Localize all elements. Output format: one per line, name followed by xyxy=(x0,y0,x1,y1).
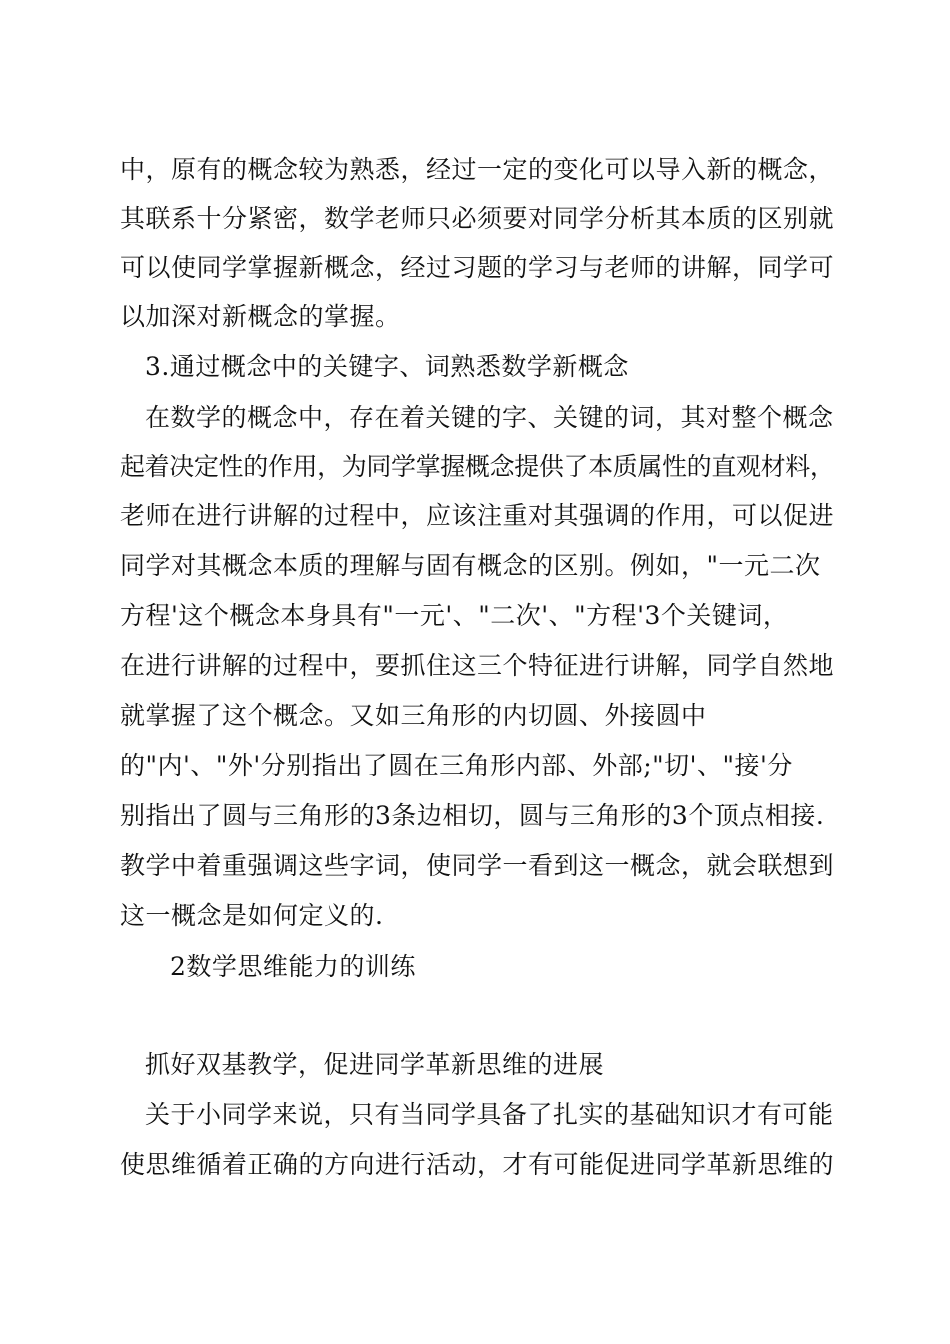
text-line: 以加深对新概念的掌握。 xyxy=(120,302,401,331)
text-line: 中，原有的概念较为熟悉，经过一定的变化可以导入新的概念， xyxy=(120,155,835,184)
text-line: 可以使同学掌握新概念，经过习题的学习与老师的讲解，同学可 xyxy=(120,253,835,282)
text-line: 其联系十分紧密，数学老师只必须要对同学分析其本质的区别就 xyxy=(120,204,835,233)
section-heading: 抓好双基教学，促进同学革新思维的进展 xyxy=(145,1050,605,1079)
text-line: 方程'这个概念本身具有"一元'、"二次'、"方程'3个关键词， xyxy=(120,601,789,630)
text-line: 的"内'、"外'分别指出了圆在三角形内部、外部;"切'、"接'分 xyxy=(120,751,793,780)
text-line: 同学对其概念本质的理解与固有概念的区别。例如，"一元二次 xyxy=(120,551,821,580)
text-line: 老师在进行讲解的过程中，应该注重对其强调的作用，可以促进 xyxy=(120,501,835,530)
section-heading: 3.通过概念中的关键字、词熟悉数学新概念 xyxy=(145,352,629,381)
text-line: 在进行讲解的过程中，要抓住这三个特征进行讲解，同学自然地 xyxy=(120,651,835,680)
text-line: 别指出了圆与三角形的3条边相切，圆与三角形的3个顶点相接. xyxy=(120,801,825,830)
text-line: 起着决定性的作用，为同学掌握概念提供了本质属性的直观材料， xyxy=(120,452,835,481)
text-line: 关于小同学来说，只有当同学具备了扎实的基础知识才有可能 xyxy=(145,1100,834,1129)
text-line: 教学中着重强调这些字词，使同学一看到这一概念，就会联想到 xyxy=(120,851,835,880)
text-line: 这一概念是如何定义的. xyxy=(120,901,384,930)
text-line: 在数学的概念中，存在着关键的字、关键的词，其对整个概念 xyxy=(145,403,834,432)
text-line: 使思维循着正确的方向进行活动，才有可能促进同学革新思维的 xyxy=(120,1150,835,1179)
text-line: 就掌握了这个概念。又如三角形的内切圆、外接圆中 xyxy=(120,701,707,730)
section-heading: 2数学思维能力的训练 xyxy=(170,952,416,981)
